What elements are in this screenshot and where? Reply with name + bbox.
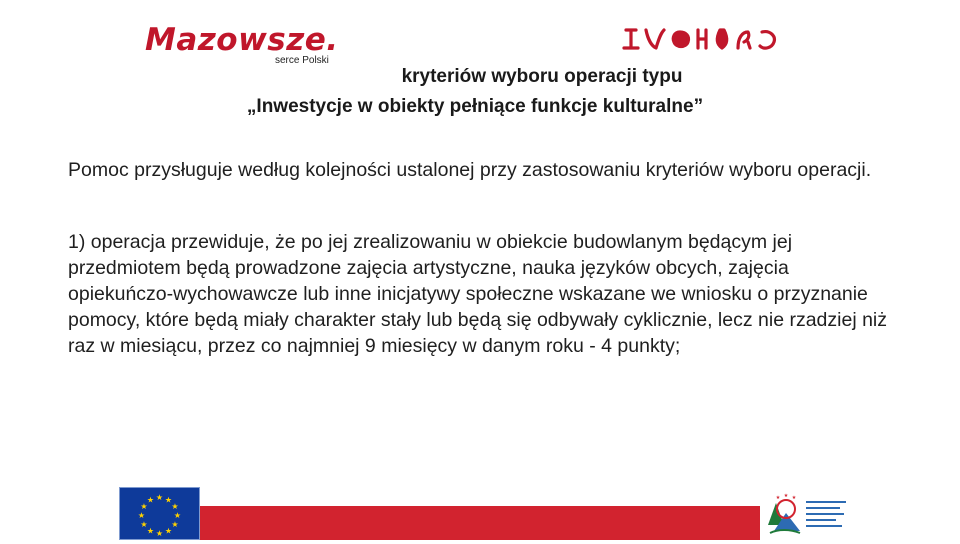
svg-text:★: ★ [146,495,155,505]
svg-text:★: ★ [171,520,179,529]
svg-text:★: ★ [173,511,182,520]
mazowsze-tagline: serce Polski [275,55,329,66]
svg-text:★: ★ [783,493,789,499]
svg-text:★: ★ [137,511,146,520]
mazowsze-logo [145,22,360,68]
footer-red-bar [200,506,760,540]
paragraph-intro: Pomoc przysługuje według kolejności ustalonej przy zastosowaniu kryteriów wyboru operacji. [68,159,872,181]
svg-text:★: ★ [164,526,173,536]
mazowsze-wordmark: Mazowsze. [145,22,339,58]
svg-text:★: ★ [140,502,148,511]
svg-text:★: ★ [146,526,155,536]
svg-text:★: ★ [140,520,148,529]
svg-text:★: ★ [171,502,179,511]
svg-text:★: ★ [791,495,797,501]
svg-text:★: ★ [155,493,164,502]
prow-emblem-icon [760,487,850,540]
svg-text:★: ★ [775,495,781,501]
eu-flag-icon [119,487,200,540]
title-line-2: „Inwestycje w obiekty pełniące funkcje kulturalne” [246,96,704,117]
leader-logo-icon [622,22,818,56]
title-line-1: kryteriów wyboru operacji typu [401,66,683,87]
paragraph-criterion-1: 1) operacja przewiduje, że po jej zrealizowaniu w obiekcie budowlanym będącym jej przedmiotem będą prowadzone zajęcia artystyczne, nauka języków obcych, zajęcia opiekuńczo-wychowawcze lub inne inicjatywy społeczne wskazane we wniosku o przyznanie pomocy, które będą miały charakter stały lub będą się odbywały cyklicznie, lecz nie rzadziej niż raz w miesiącu, przez co najmniej 9 miesięcy w danym roku - 4 punkty; [68,231,888,357]
svg-text:★: ★ [164,495,173,505]
svg-text:★: ★ [155,529,164,538]
